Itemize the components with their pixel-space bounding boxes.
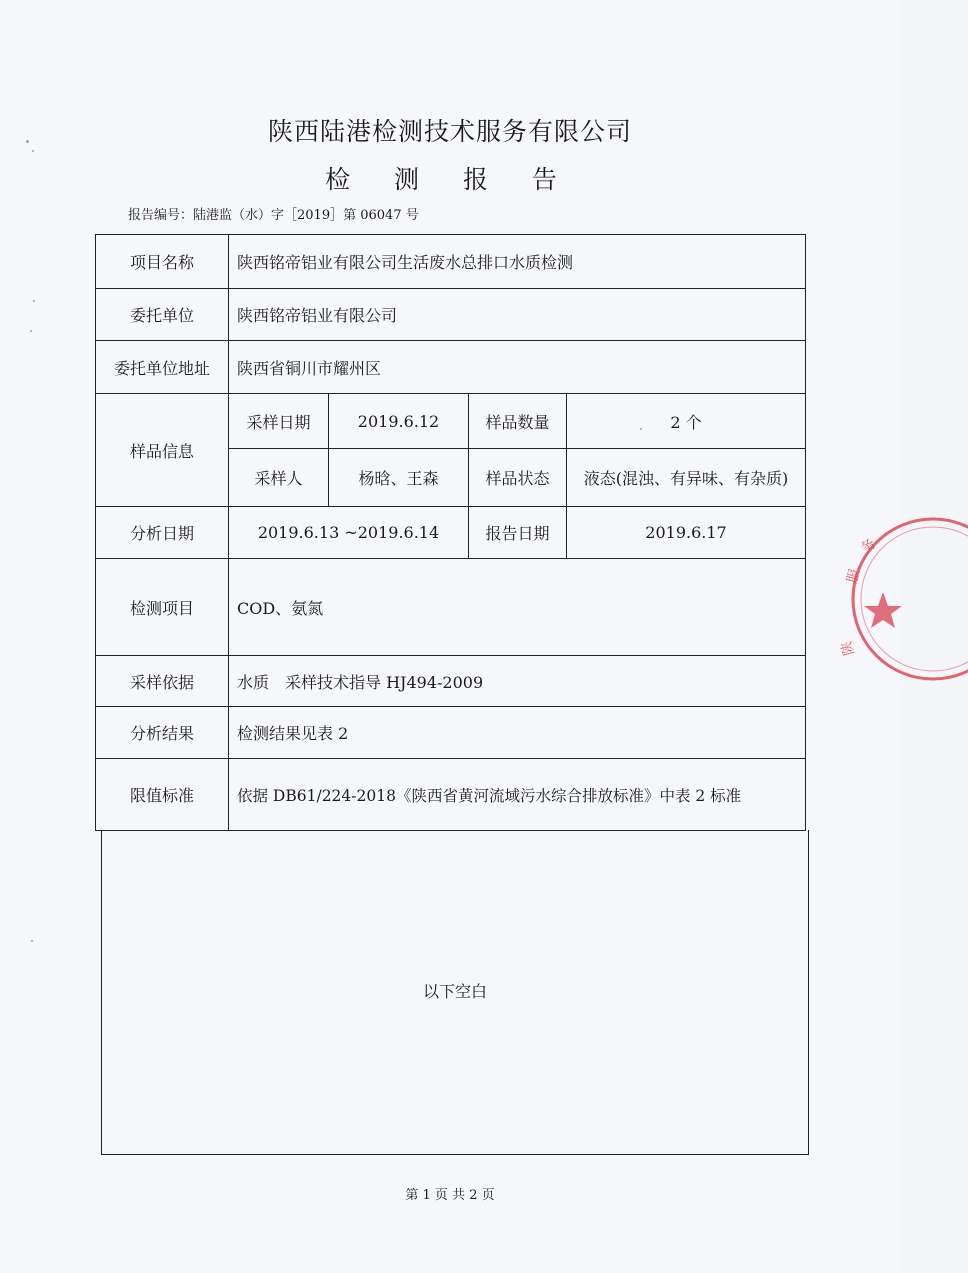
analysis-result-value: 检测结果见表 2	[237, 724, 349, 743]
analysis-date-value: 2019.6.13 ~2019.6.14	[257, 523, 440, 542]
project-name-value: 陕西铭帝铝业有限公司生活废水总排口水质检测	[237, 253, 574, 272]
report-number-value: 陆港监（水）字［2019］第 06047 号	[193, 208, 419, 223]
company-name: 陕西陆港检测技术服务有限公司	[267, 117, 632, 146]
sampling-date-value: 2019.6.12	[357, 411, 440, 431]
sampling-basis-value: 水质 采样技术指导 HJ494-2009	[237, 672, 484, 692]
report-number-label: 报告编号：	[128, 208, 194, 223]
test-items-label: 检测项目	[129, 598, 194, 618]
sampling-basis-label: 采样依据	[129, 672, 194, 692]
report-date-value: 2019.6.17	[645, 523, 727, 542]
test-items-value: COD、氨氮	[237, 598, 324, 618]
sample-count-value: 2 个	[670, 412, 702, 432]
client-label: 委托单位	[129, 306, 194, 325]
sample-state-value: 液态(混浊、有异味、有杂质)	[583, 469, 789, 488]
analysis-date-label: 分析日期	[129, 524, 194, 543]
sampler-value: 杨晗、王森	[358, 469, 439, 488]
analysis-result-label: 分析结果	[129, 724, 194, 743]
client-address-label: 委托单位地址	[113, 358, 210, 378]
sample-info-label: 样品信息	[129, 441, 194, 461]
blank-note: 以下空白	[422, 981, 487, 1001]
project-name-label: 项目名称	[129, 253, 194, 272]
sample-state-label: 样品状态	[485, 469, 550, 488]
svg-text:服: 服	[844, 567, 864, 586]
report-title: 检 测 报 告	[325, 165, 575, 194]
svg-text:陕: 陕	[838, 639, 858, 658]
svg-text:务: 务	[858, 535, 880, 558]
report-date-label: 报告日期	[485, 524, 550, 543]
client-value: 陕西铭帝铝业有限公司	[237, 306, 398, 325]
sampler-label: 采样人	[254, 469, 303, 488]
client-address-value: 陕西省铜川市耀州区	[237, 358, 382, 378]
page-number: 第 1 页 共 2 页	[405, 1188, 495, 1203]
sample-count-label: 样品数量	[485, 412, 550, 432]
limit-standard-value: 依据 DB61/224-2018《陕西省黄河流域污水综合排放标准》中表 2 标准	[237, 786, 742, 805]
limit-standard-label: 限值标准	[129, 786, 194, 805]
sampling-date-label: 采样日期	[246, 412, 311, 432]
